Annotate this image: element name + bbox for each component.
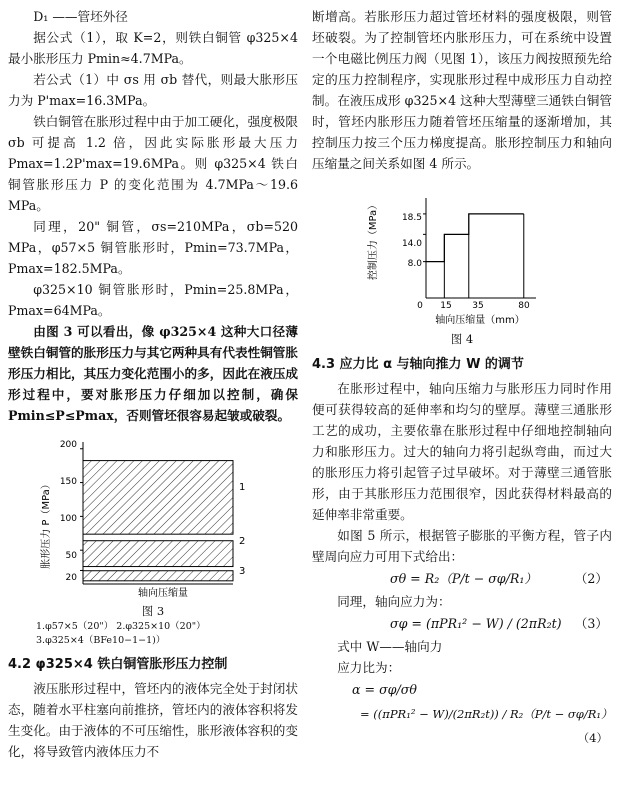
paragraph: 在胀形过程中，轴向压缩力与胀形压力同时作用便可获得较高的延伸率和均匀的壁厚。薄壁三通胀形工艺的成功，主要依靠在胀形过程中仔细地控制轴向力和胀形压力。过大的轴向力将引起纵弯曲，而过大的胀形压力将引起管子过早破坏。对于薄壁三通管胀形，由于其胀形压力范围很窄，因此获得材料最高的延伸率非常重要。 <box>312 381 612 522</box>
equation-3 <box>312 612 612 636</box>
paragraph: φ325×10 铜管胀形时，Pmin=25.8MPa，Pmax=64MPa。 <box>8 282 298 318</box>
left-column <box>8 6 298 762</box>
fig4-xtick: 80 <box>518 301 530 311</box>
paragraph: 液压胀形过程中，管坯内的液体完全处于封闭状态，随着水平柱塞向前推挤，管坯内的液体容积将发生变化。由于液体的不可压缩性，胀形液体容积的变化，将导致管内液体压力不 <box>8 681 298 759</box>
equation-4a <box>312 678 612 702</box>
equation-4b-body: = ((πPR₁² − W)/(2πR₂t)) / R₂（P/t − σφ/R₁） <box>360 707 613 721</box>
equation-4b <box>312 702 613 745</box>
fig3-tick: 50 <box>65 551 77 561</box>
paragraph: 同理，轴向应力为： <box>337 594 451 609</box>
fig4-xlabel: 轴向压缩量（mm） <box>435 315 525 326</box>
paragraph: 如图 5 所示，根据管子膨胀的平衡方程，管子内壁周向应力可用下式给出： <box>312 528 612 564</box>
equation-3-body: σφ = (πPR₁² − W) / (2πR₂t) <box>390 616 562 631</box>
fig3-ylabel: 胀形压力 P（MPa） <box>41 479 52 569</box>
figure-4 <box>362 180 562 330</box>
figure-3 <box>33 434 273 602</box>
equation-4a-body: α = σφ/σθ <box>352 682 417 697</box>
figure-3-title: 图 3 <box>141 604 165 618</box>
fig3-tick: 150 <box>59 477 77 487</box>
fig4-ylabel: 控制压力（MPa） <box>368 199 379 281</box>
paragraph: 断增高。若胀形压力超过管坯材料的强度极限，则管坯破裂。为了控制管坯内胀形压力，可在系统中设置一个电磁比例压力阀（见图 1），该压力阀按照预先给定的压力控制程序，实现胀形过程中成形压力自动控制。在液压成形 φ325×4 这种大型薄壁三通铁白铜管时，管坯内胀形压力随着管坯压缩量的逐渐增加，其控制压力按三个压力梯度提高。胀形控制压力和轴向压缩量之间关系如图 4 所示。 <box>312 9 612 171</box>
section-heading-4-2: 4.2 φ325×4 铁白铜管胀形压力控制 <box>8 657 228 672</box>
fig4-xtick: 35 <box>472 301 484 311</box>
equation-2-body: σθ = R₂（P/t − σφ/R₁） <box>390 571 537 586</box>
paragraph: 铁白铜管在胀形过程中由于加工硬化，强度极限 σb 可提高 1.2 倍，因此实际胀形最大压力 Pmax=1.2P'max=19.6MPa。则 φ325×4 铁白铜管胀形压力 P 的变化范围为 4.7MPa～19.6 MPa。 <box>8 114 298 213</box>
section-heading-4-3: 4.3 应力比 α 与轴向推力 W 的调节 <box>312 357 524 372</box>
fig4-xtick: 0 <box>417 301 423 311</box>
paragraph: 同理，20" 铜管，σs=210MPa，σb=520 MPa，φ57×5 铜管胀形时，Pmin=73.7MPa，Pmax=182.5MPa。 <box>8 219 298 276</box>
fig4-ytick: 8.0 <box>407 259 422 269</box>
fig3-series-label: 3 <box>239 566 246 577</box>
paragraph: 由图 3 可以看出，像 φ325×4 这种大口径薄壁铁白铜管的胀形压力与其它两种具有代表性铜管胀形压力相比，其压力变化范围小的多，因此在液压成形过程中，要对胀形压力仔细加以控制，确保 Pmin≤P≤Pmax，否则管坯很容易起皱或破裂。 <box>8 324 298 423</box>
figure-3-note: 3.φ325×4（BFe10−1−1)） <box>36 635 166 646</box>
paragraph: 式中 W——轴向力 <box>337 639 443 654</box>
fig3-series-label: 1 <box>239 482 246 493</box>
fig3-tick: 200 <box>59 440 77 450</box>
fig3-tick: 20 <box>65 573 77 583</box>
figure-3-note: 1.φ57×5（20"） 2.φ325×10（20"） <box>36 621 206 632</box>
paragraph: 应力比为： <box>337 660 401 675</box>
figure-4-title: 图 4 <box>450 332 474 346</box>
fig4-xtick: 15 <box>440 301 452 311</box>
fig3-xlabel: 轴向压缩量 <box>138 588 188 599</box>
fig3-band-1 <box>83 461 233 535</box>
paragraph: 若公式（1）中 σs 用 σb 替代，则最大胀形压力为 P'max=16.3MPa。 <box>8 72 298 108</box>
fig3-series-label: 2 <box>239 536 246 547</box>
equation-number: （3） <box>574 616 608 631</box>
equation-2 <box>312 567 612 591</box>
fig3-band-2 <box>83 541 233 567</box>
fig3-band-3 <box>83 571 233 581</box>
paragraph: 据公式（1），取 K=2，则铁白铜管 φ325×4 最小胀形压力 Pmin≈4.7MPa。 <box>8 30 298 66</box>
right-column <box>312 6 613 745</box>
equation-number: （2） <box>574 571 608 586</box>
fig4-ytick: 14.0 <box>401 239 422 249</box>
figure-3-chart <box>33 434 273 602</box>
equation-number: （4） <box>577 731 608 745</box>
fig4-series-line <box>426 214 524 262</box>
figure-4-chart <box>362 180 562 330</box>
fig4-ytick: 18.5 <box>401 213 422 223</box>
paragraph: D₁ ——管坯外径 <box>33 9 128 24</box>
fig3-tick: 100 <box>59 514 77 524</box>
